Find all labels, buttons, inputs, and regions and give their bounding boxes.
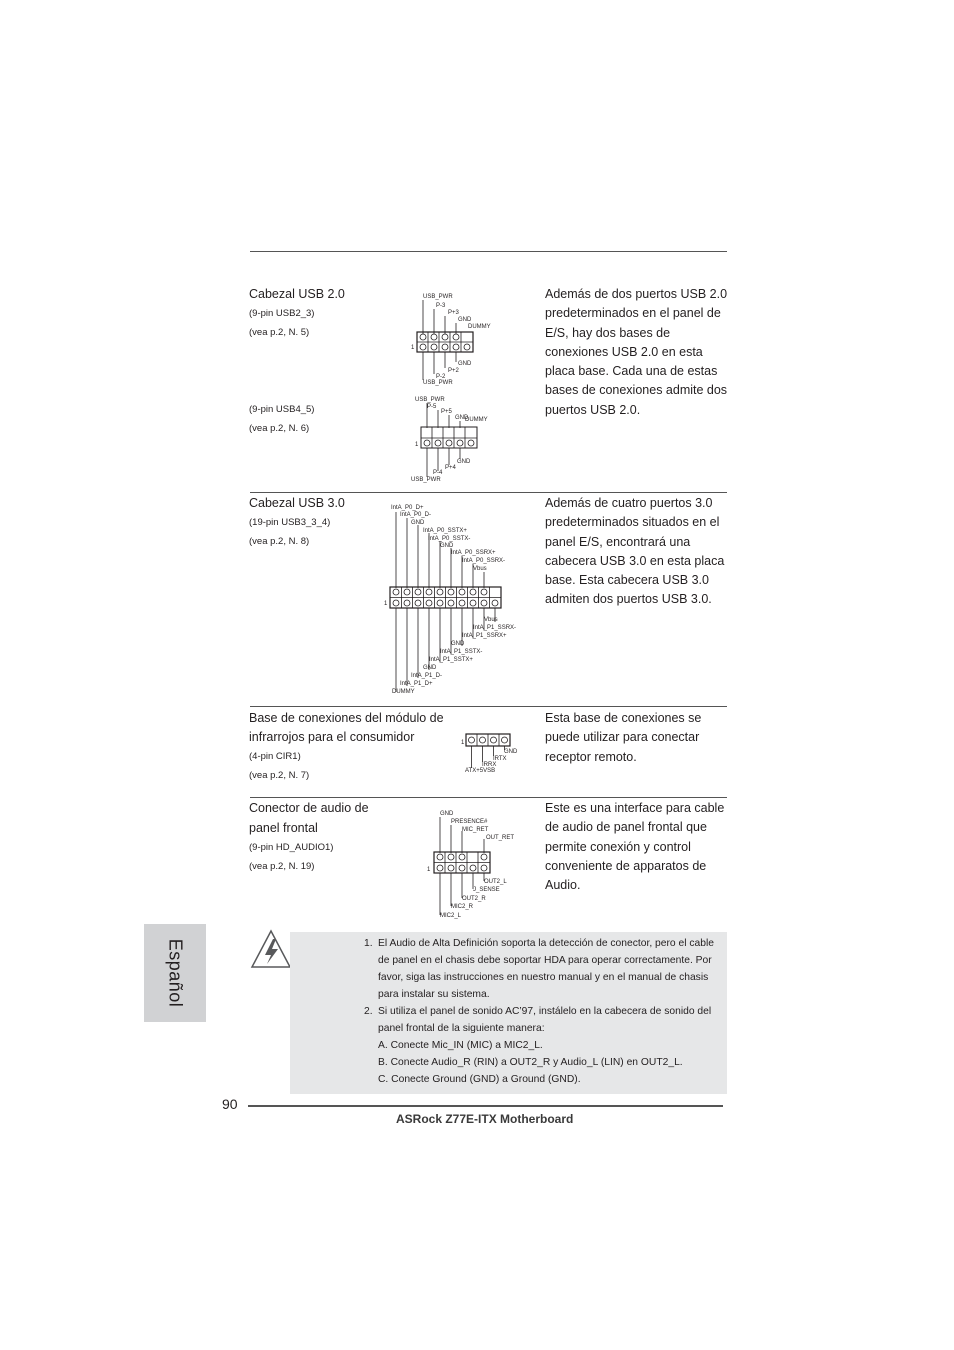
pin-label: IntA_P0_D+: [391, 505, 424, 511]
pin1-marker: 1: [461, 740, 465, 746]
pin-label: USB_PWR: [411, 477, 441, 483]
pin1-marker: 1: [411, 345, 415, 351]
pin-label: P-4: [433, 470, 443, 476]
note-item: [364, 1003, 724, 1037]
usb3-header-diagram: [380, 500, 520, 698]
ir-sub: (4-pin CIR1): [249, 751, 301, 762]
pin-label: IRRX: [482, 762, 497, 768]
ir-title-line2: infrarrojos para el consumidor: [249, 730, 415, 744]
audio-sub: (9-pin HD_AUDIO1): [249, 842, 334, 853]
note-step: C. Conecte Ground (GND) a Ground (GND).: [378, 1074, 581, 1085]
pin-label: P-3: [436, 303, 446, 309]
pin-label: MIC2_L: [440, 913, 462, 919]
notes-list: [364, 935, 724, 1088]
note-item: [364, 935, 724, 1003]
usb2-sub1: (9-pin USB2_3): [249, 308, 315, 319]
pin-label: OUT2_L: [484, 879, 507, 885]
usb2-description: Además de dos puertos USB 2.0 predeterminados en el panel de E/S, hay dos bases de conexiones USB 2.0 en esta placa base. Cada una de estas bases de conexiones admite dos puertos USB 2.0.: [545, 287, 728, 417]
pin-label: P+2: [448, 368, 459, 374]
warning-icon: [250, 929, 292, 969]
pin-label: P+4: [445, 465, 456, 471]
ir-ref: (vea p.2, N. 7): [249, 770, 310, 781]
usb2-sub2: (9-pin USB4_5): [249, 404, 315, 415]
pin-label: P-5: [427, 404, 437, 410]
pin-label: Vbus: [473, 566, 487, 572]
ir-title-line1: Base de conexiones del módulo de: [249, 711, 444, 725]
pin-label: OUT2_R: [462, 896, 486, 902]
note-step: A. Conecte Mic_IN (MIC) a MIC2_L.: [378, 1040, 543, 1051]
language-side-tab: [144, 924, 206, 1022]
pin-label: PRESENCE#: [451, 819, 488, 825]
pin-label: IntA_P0_SSRX+: [451, 550, 496, 556]
pin1-marker: 1: [427, 867, 431, 873]
usb3-ref: (vea p.2, N. 8): [249, 536, 310, 547]
pin-label: P+3: [448, 310, 459, 316]
notes-box: [290, 932, 727, 1094]
pin-label: P+5: [441, 409, 452, 415]
pin-label: GND: [411, 520, 425, 526]
pin-label: Vbus: [484, 617, 498, 623]
usb2-ref2: (vea p.2, N. 6): [249, 423, 310, 434]
pin-label: MIC2_R: [451, 904, 474, 910]
audio-description: Este es una interface para cable de audio de panel frontal que permite conexión y control conveniente de apparatos de Audio.: [545, 801, 725, 893]
pin-label: ATX+5VSB: [465, 768, 496, 774]
section-divider: [250, 492, 727, 493]
pin-label: GND: [455, 415, 469, 421]
pin-label: IntA_P1_D+: [400, 681, 433, 687]
pin-label: J_SENSE: [473, 887, 500, 893]
pin-label: USB_PWR: [415, 397, 445, 403]
pin-label: GND: [458, 317, 472, 323]
pin-label: IntA_P1_SSRX+: [462, 633, 507, 639]
pin-label: IntA_P0_SSTX-: [428, 536, 471, 542]
pin-label: IntA_P1_D-: [411, 673, 443, 679]
cir-header-diagram: [460, 730, 530, 776]
pin-label: USB_PWR: [423, 380, 453, 386]
usb3-sub: (19-pin USB3_3_4): [249, 517, 331, 528]
pin-label: IntA_P0_SSRX-: [462, 558, 506, 564]
hd-audio-header-diagram: [425, 805, 525, 921]
usb3-title: Cabezal USB 3.0: [249, 496, 345, 510]
pin1-marker: 1: [384, 601, 388, 607]
pin-label: IntA_P0_SSTX+: [423, 528, 467, 534]
pin-label: USB_PWR: [423, 294, 453, 300]
section-divider: [250, 706, 727, 707]
usb2-3-header-diagram: [405, 288, 515, 388]
usb4-5-header-diagram: [405, 393, 515, 485]
pin-label: P-2: [436, 374, 446, 380]
language-side-tab-label: Español: [165, 938, 186, 1008]
audio-title-line1: Conector de audio de: [249, 801, 369, 815]
note-text: El Audio de Alta Definición soporta la detección de conector, pero el cable de panel en el chasis debe soportar HDA para operar correctamente. Por favor, siga las instrucciones en nuestro manual y en el manual de chasis para instalar su sistema.: [378, 938, 715, 1000]
pin-label: IntA_P0_D-: [400, 512, 432, 518]
usb3-description: Además de cuatro puertos 3.0 predeterminados situados en el panel E/S, encontrará una cabecera USB 3.0 en esta placa base. Esta cabecera USB 3.0 admiten dos puertos USB 3.0.: [545, 496, 725, 607]
pin-label: IRTX: [493, 756, 507, 762]
note-text: Si utiliza el panel de sonido AC’97, instálelo en la cabecera de sonido del panel frontal de la siguiente manera:: [378, 1006, 712, 1034]
pin-label: GND: [451, 641, 465, 647]
note-number: 2.: [364, 1006, 373, 1017]
audio-title-line2: panel frontal: [249, 821, 318, 835]
note-step: B. Conecte Audio_R (RIN) a OUT2_R y Audio_L (LIN) en OUT2_L.: [378, 1057, 683, 1068]
pin-label: MIC_RET: [462, 827, 489, 833]
pin-label: IntA_P1_SSTX-: [440, 649, 483, 655]
usb2-ref1: (vea p.2, N. 5): [249, 327, 310, 338]
pin-label: GND: [440, 811, 454, 817]
footer-rule: [248, 1105, 723, 1107]
top-rule: [250, 251, 727, 252]
note-number: 1.: [364, 938, 373, 949]
ir-description: Esta base de conexiones se puede utilizar para conectar receptor remoto.: [545, 711, 702, 764]
section-divider: [250, 797, 727, 798]
pin-label: IntA_P1_SSTX+: [429, 657, 473, 663]
pin-label: GND: [423, 665, 437, 671]
pin-label: DUMMY: [468, 324, 491, 330]
page-number: 90: [222, 1096, 238, 1112]
footer-model-name: ASRock Z77E-ITX Motherboard: [396, 1112, 574, 1126]
pin-label: DUMMY: [465, 417, 488, 423]
pin-label: DUMMY: [392, 689, 415, 695]
pin-label: OUT_RET: [486, 835, 515, 841]
pin-label: GND: [504, 749, 518, 755]
usb2-title: Cabezal USB 2.0: [249, 287, 345, 301]
audio-ref: (vea p.2, N. 19): [249, 861, 315, 872]
pin-label: IntA_P1_SSRX-: [473, 625, 517, 631]
pin-label: GND: [440, 543, 454, 549]
pin1-marker: 1: [415, 442, 419, 448]
pin-label: GND: [458, 361, 472, 367]
pin-label: GND: [457, 459, 471, 465]
